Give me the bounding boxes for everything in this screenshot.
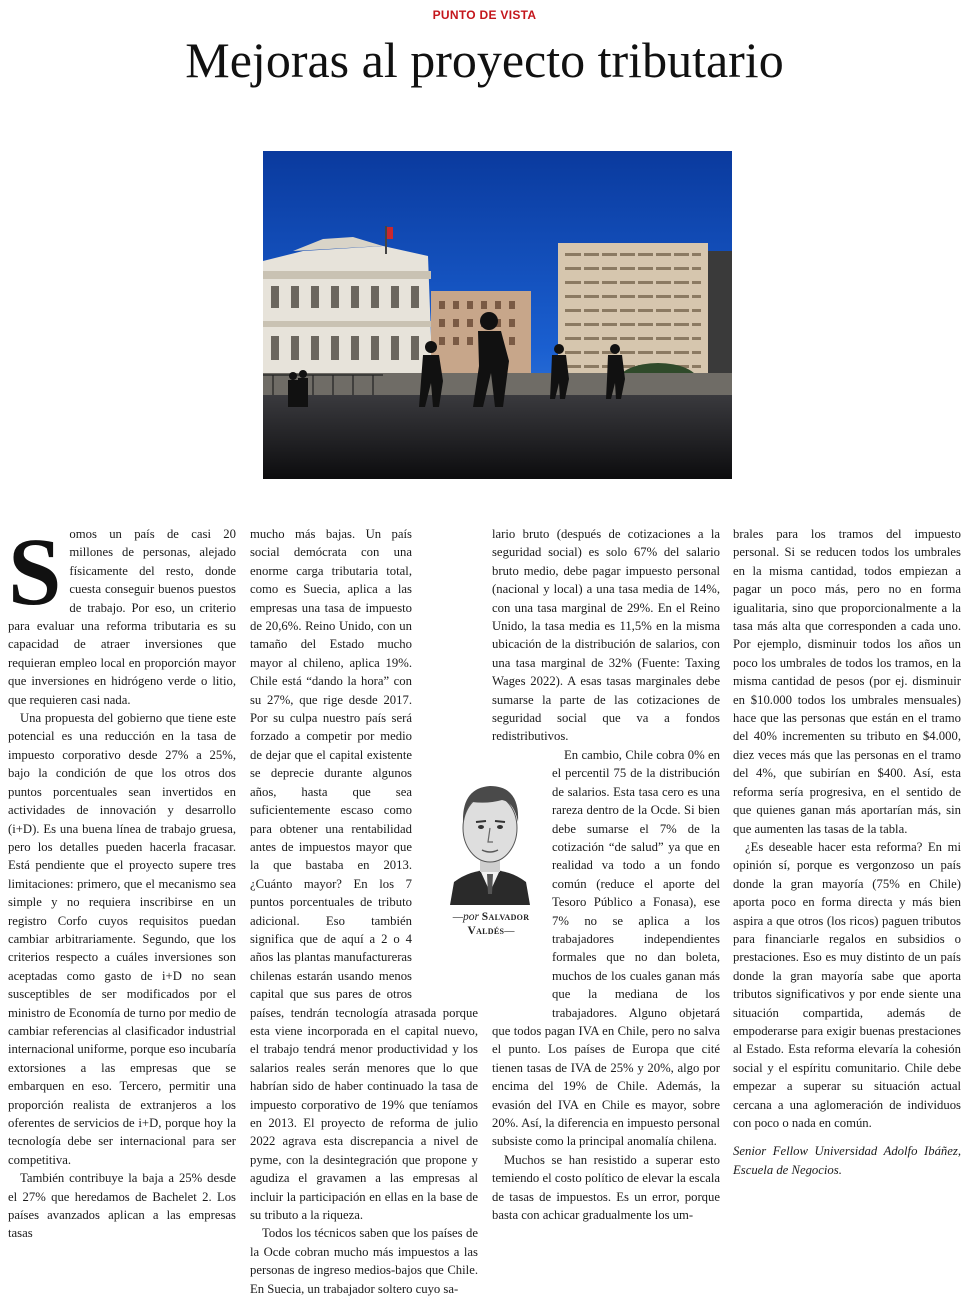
paragraph-3-start: También contribuye la baja a 25% desde el 27% que heredamos de Bachelet 2. Los países avanzados aplican a las empresas tasas xyxy=(8,1171,236,1241)
byline-prefix: por xyxy=(462,911,479,923)
paragraph-4-cont: lario bruto (después de cotizaciones a la seguridad social) es solo 67% del salario bruto medio, debe pagar impuesto personal (nacional y local) a una tasa media de 14%, con una tasa marginal de 29%. En el Reino Unido, la tasa media es 11,5% en la misma ubicación de la distribución de salarios, con una tasa marginal de 32% (Fuente: Taxing Wages 2022). A esas tasas marginales debe sumarse la parte de las cotizaciones de seguridad social que va a fondos redistributivos. xyxy=(492,527,720,744)
paragraph-3-cont: mucho más bajas. Un país social demócrata con una enorme carga tributaria total, como es Suecia, aplica a las empresas una tasa de impuesto de 20,6%. Reino Unido, con un tamaño del Estado mucho mayor al chileno, aplica 19%. Chile está “dando la hora” con su 27%, que rige desde 2017. Por su culpa nuestro país será forzado a competir por medio de dejar que el capital existente se deprecie durante algunos años, hasta que sea suficientemente escaso como para obtener una rentabilidad antes de impuestos mayor que la que bastaba en 2013. ¿Cuánto mayor? En los 7 puntos porcentuales de tributo adicional. Eso también significa que de aquí a 2 o 4 años las plantas manufactureras chilenas estarán usando menos capital que sus pares de otros países, tendrán tecnología atrasada porque esta viene incorporada en el capital nuevo, el trabajo tendrá menor productividad y los salarios reales serán menores que lo que habrían sido de haber continuado la tasa de impuesto corporativo de 19% que teníamos en 2013. El proyecto de reforma de julio 2022 agrava esta discrepancia a nivel de pyme, con la desintegración que propone y agudiza el gravamen a las empresas al incluir la participación en ellas en la base de su tributo a la riqueza. xyxy=(250,527,478,1223)
news-photo xyxy=(263,151,732,479)
author-name: Salvador Valdés xyxy=(467,911,530,937)
paragraph-4-start: Todos los técnicos saben que los países de la Ocde cobran mucho más impuestos a las personas de ingreso medios-bajos que Chile. En Suecia, un trabajador soltero cuyo sa- xyxy=(250,1226,478,1296)
headline: Mejoras al proyecto tributario xyxy=(185,32,784,88)
paragraph-5: En cambio, Chile cobra 0% en el percentil 75 de la distribución de salarios. Esta tasa cero es una rareza dentro de la Ocde. Si bien debe sumarse el 7% de la cotización “de salud” ya que en realidad va todo a un fondo común (reduce el aporte del Tesoro Público a Fonasa), ese 7% no se aplica a los trabajadores independientes formales que no dan boleta, muchos de los cuales ganan más que la mediana de los trabajadores. Alguno objetará que todos pagan IVA en Chile, pero no salva el punto. Los países de Europa que cité tienen tasas de IVA de 25% y 20%, algo por encima del 19% de Chile. Además, la evasión del IVA en Chile es mayor, sobre 20%. Así, la diferencia en impuesto personal subsiste como la principal anomalía chilena. xyxy=(492,747,720,1149)
column-1 xyxy=(8,518,236,1243)
paragraph-1: omos un país de casi 20 millones de personas, alejado físicamente del resto, donde cuesta conseguir buenos puestos de trabajo. Por eso, un criterio para evaluar una reforma tributaria es su capacidad de atraer inversiones que requieran empleo local en proporción mayor que inversiones en hidrógeno verde o litio, que requieren casi nada. xyxy=(8,527,236,707)
drop-cap: S xyxy=(8,518,62,625)
author-portrait xyxy=(440,770,540,905)
byline: —por Salvador Valdés— xyxy=(452,911,530,937)
paragraph-7: ¿Es deseable hacer esta reforma? En mi opinión sí, porque es vergonzoso un país donde la gran mayoría (75% en Chile) aporta poco en forma directa y más bien aspira a que otros (los ricos) paguen tributos para financiarle regalos en subsidios o prestaciones. Eso es muy distinto de un país donde la gran mayoría sabe que aporta tributos significativos y por ende siente una situación compartida, además de empoderarse para exigir buenas prestaciones al Estado. Esta reforma elevaría la cohesión social y el espíritu comunitario. Chile debe empezar a superar su situación actual cercana a una aglomeración de individuos con poco o nada en común. xyxy=(733,839,961,1130)
section-label: PUNTO DE VISTA xyxy=(432,8,537,22)
paragraph-6-cont: brales para los tramos del impuesto personal. Si se reducen todos los umbrales en la misma cantidad, todos empiezan a pagar un poco más, pero no en forma igualitaria, sino que proporcionalmente a la tasa más alta que corresponden a cada uno. Por ejemplo, disminuir todos los años un poco los umbrales de todos los tramos, en la misma cantidad de pesos (por ej. disminuir en $10.000 todos los umbrales mensuales) hace que las personas que están en el tramo del 40% incrementen su tributo en $4.000, diez veces más que las personas en el tramo del 4%, que subirían en $400. Así, esta reforma sería progresiva, en el sentido de que quienes ganan más aportarían más, sin que aumenten las tasas de la tabla. xyxy=(733,527,961,836)
author-signature: Senior Fellow Universidad Adolfo Ibáñez, Escuela de Negocios. xyxy=(733,1144,961,1177)
paragraph-6-start: Muchos se han resistido a superar esto temiendo el costo político de elevar la escala de tasas de impuestos. Es un error, porque basta con achicar gradualmente los um- xyxy=(492,1152,720,1223)
paragraph-2: Una propuesta del gobierno que tiene este potencial es una reducción en la tasa de impuesto corporativo desde 27% a 25%, bajo la condición de que los otros dos puntos porcentuales sean invertidos en actividades de innovación y desarrollo (i+D). Es una buena línea de trabajo gruesa, pero los detalles pueden hacerla fracasar. Está pendiente que el proyecto supere tres limitaciones: primero, que el mecanismo sea simple y no requiera inscribirse en un registro Corfo cuyos requisitos puedan cambiar arbitrariamente. Segundo, que los criterios respecto a cuáles inversiones son aceptadas como gasto de i+D no sean susceptibles de ser modificados por el ministro de Economía de turno por medio de cambiar referencias al clasificador industrial internacional uniforme, porque eso incubaría extorsiones a las empresas que se embarquen en eso. Tercero, permitir una proporción realista de extranjeros a los oferentes de servicios de i+D, porque hoy la tecnología debe ser internacional para ser competitiva. xyxy=(8,711,236,1167)
column-4 xyxy=(733,525,961,1179)
